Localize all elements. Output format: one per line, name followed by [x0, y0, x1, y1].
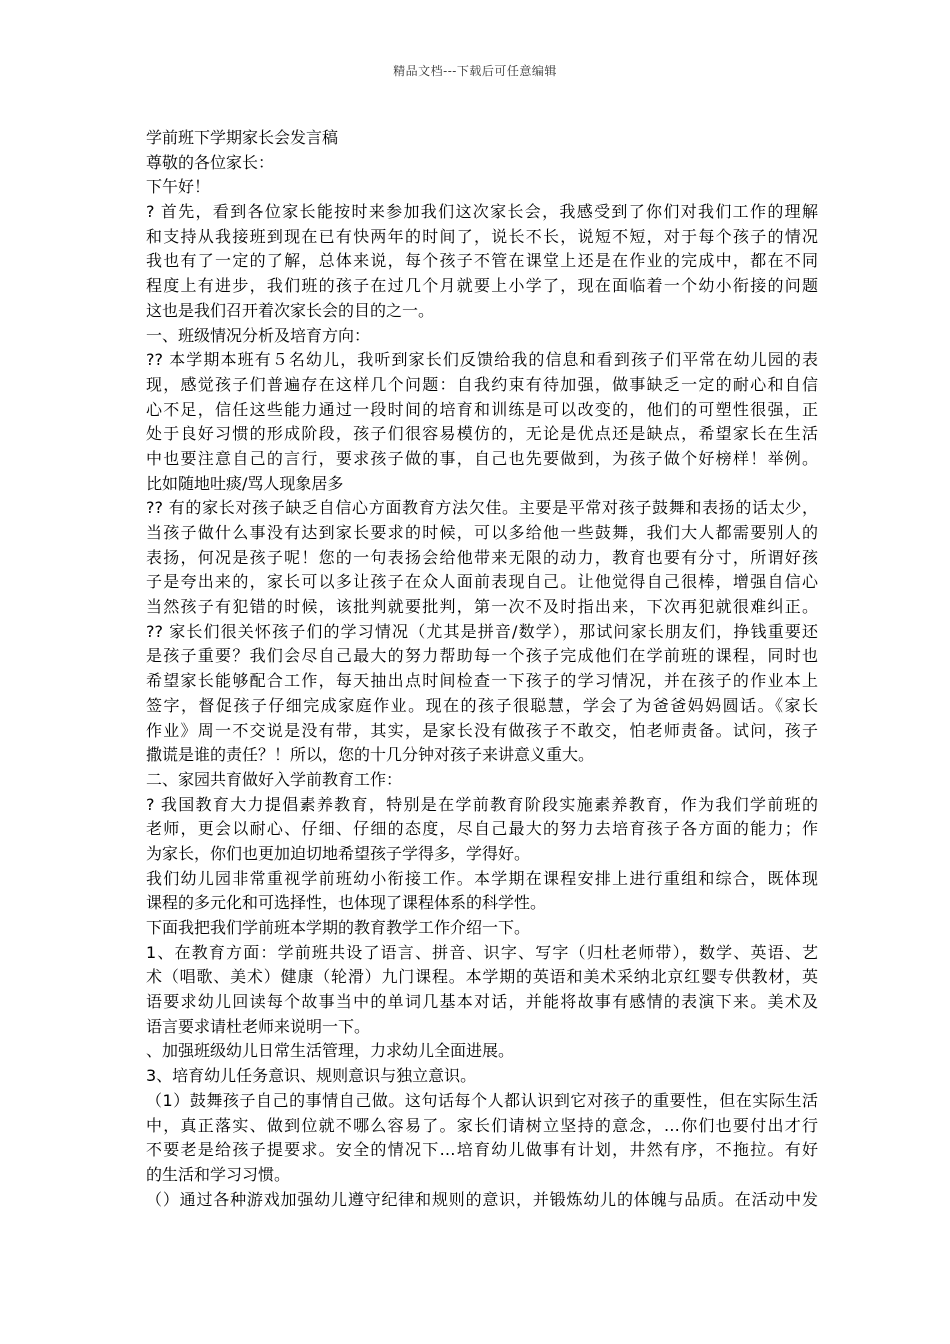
text-line: 老师，更会以耐心、仔细、仔细的态度，尽自己最大的努力去培育孩子各方面的能力；作	[146, 819, 818, 839]
text-line: 比如随地吐痰/骂人现象居多	[146, 473, 344, 493]
text-line: 3、培育幼儿任务意识、规则意识与独立意识。	[146, 1066, 477, 1086]
text-line: 现，感觉孩子们普遍存在这样几个问题：自我约束有待加强，做事缺乏一定的耐心和自信	[146, 374, 818, 394]
text-line: 处于良好习惯的形成阶段，孩子们很容易模仿的，无论是优点还是缺点，希望家长在生活	[146, 424, 818, 444]
text-line: 当然孩子有犯错的时候，该批判就要批判，第一次不及时指出来，下次再犯就很难纠正。	[146, 597, 818, 617]
text-line: 不要老是给孩子提要求。安全的情况下…培育幼儿做事有计划，井然有序，不拖拉。有好	[146, 1140, 818, 1160]
page-header: 精品文档---下载后可任意编辑	[393, 64, 557, 78]
text-line: 语要求幼儿回读每个故事当中的单词几基本对话，并能将故事有感情的表演下来。美术及	[146, 992, 818, 1012]
text-line: ?? 家长们很关怀孩子们的学习情况（尤其是拼音/数学），那试问家长朋友们，挣钱重要还	[146, 621, 818, 641]
text-line: 我们幼儿园非常重视学前班幼小衔接工作。本学期在课程安排上进行重组和综合，既体现	[146, 868, 818, 888]
text-line: 当孩子做什么事没有达到家长要求的时候，可以多给他一些鼓舞，我们大人都需要别人的	[146, 523, 818, 542]
text-line: 心不足，信任这些能力通过一段时间的培育和训练是可以改变的，他们的可塑性很强，正	[146, 399, 818, 419]
text-line: 中也要注意自己的言行，要求孩子做的事，自己也先要做到，为孩子做个好榜样！举例。	[146, 448, 818, 468]
text-line: 和支持从我接班到现在已有快两年的时间了，说长不长，说短不短，对于每个孩子的情况	[146, 226, 818, 246]
text-line: 术（唱歌、美术）健康（轮滑）九门课程。本学期的英语和美术采纳北京红婴专供教材，英	[146, 967, 818, 987]
text-line: ? 我国教育大力提倡素养教育，特别是在学前教育阶段实施素养教育，作为我们学前班的	[146, 794, 818, 814]
text-line: 1、在教育方面：学前班共设了语言、拼音、识字、写字（归杜老师带），数学、英语、艺	[146, 942, 818, 962]
text-line: 二、家园共育做好入学前教育工作：	[146, 769, 403, 789]
text-line: 一、班级情况分析及培育方向：	[146, 325, 371, 345]
text-line: 程度上有进步，我们班的孩子在过几个月就要上小学了，现在面临着一个幼小衔接的问题	[146, 276, 818, 296]
text-line: ?? 有的家长对孩子缺乏自信心方面教育方法欠佳。主要是平常对孩子鼓舞和表扬的话太少，	[146, 498, 818, 518]
text-line: 为家长，你们也更加迫切地希望孩子学得多，学得好。	[146, 843, 531, 863]
text-line: 撒谎是谁的责任？！所以，您的十几分钟对孩子来讲意义重大。	[146, 745, 595, 765]
text-line: 下面我把我们学前班本学期的教育教学工作介绍一下。	[146, 918, 531, 937]
text-line: 子是夸出来的，家长可以多让孩子在众人面前表现自己。让他觉得自己很棒，增强自信心	[146, 572, 818, 592]
text-line: （1）鼓舞孩子自己的事情自己做。这句话每个人都认识到它对孩子的重要性，但在实际生活	[146, 1090, 818, 1110]
text-line: 表扬，何况是孩子呢！您的一句表扬会给他带来无限的动力，教育也要有分寸，所谓好孩	[146, 547, 818, 567]
text-line: 下午好！	[146, 177, 211, 197]
text-line: 的生活和学习习惯。	[146, 1164, 291, 1184]
text-line: 语言要求请杜老师来说明一下。	[146, 1016, 371, 1036]
document-title: 学前班下学期家长会发言稿	[146, 128, 339, 147]
text-line: 课程的多元化和可选择性，也体现了课程体系的科学性。	[146, 893, 547, 913]
text-line: 签字，督促孩子仔细完成家庭作业。现在的孩子很聪慧，学会了为爸爸妈妈圆话。《家长	[146, 695, 818, 715]
text-line: 是孩子重要？我们会尽自己最大的努力帮助每一个孩子完成他们在学前班的课程，同时也	[146, 646, 818, 666]
text-line: 这也是我们召开着次家长会的目的之一。	[146, 300, 435, 320]
text-line: 我也有了一定的了解，总体来说，每个孩子不管在课堂上还是在作业的完成中，都在不同	[146, 251, 818, 271]
text-line: 尊敬的各位家长：	[146, 152, 275, 172]
document-body	[146, 126, 818, 1212]
text-line: 中，真正落实、做到位就不哪么容易了。家长们请树立坚持的意念，…你们也要付出才行	[146, 1115, 818, 1135]
text-line: 希望家长能够配合工作，每天抽出点时间检查一下孩子的学习情况，并在孩子的作业本上	[146, 671, 818, 691]
text-line: （）通过各种游戏加强幼儿遵守纪律和规则的意识，并锻炼幼儿的体魄与品质。在活动中发	[146, 1189, 818, 1209]
text-line: 作业》周一不交说是没有带，其实，是家长没有做孩子不敢交，怕老师责备。试问，孩子	[146, 720, 818, 740]
text-line: 、加强班级幼儿日常生活管理，力求幼儿全面进展。	[146, 1041, 515, 1061]
text-line: ?? 本学期本班有５名幼儿，我听到家长们反馈给我的信息和看到孩子们平常在幼儿园的表	[146, 350, 818, 370]
text-line: ? 首先，看到各位家长能按时来参加我们这次家长会，我感受到了你们对我们工作的理解	[146, 202, 818, 222]
